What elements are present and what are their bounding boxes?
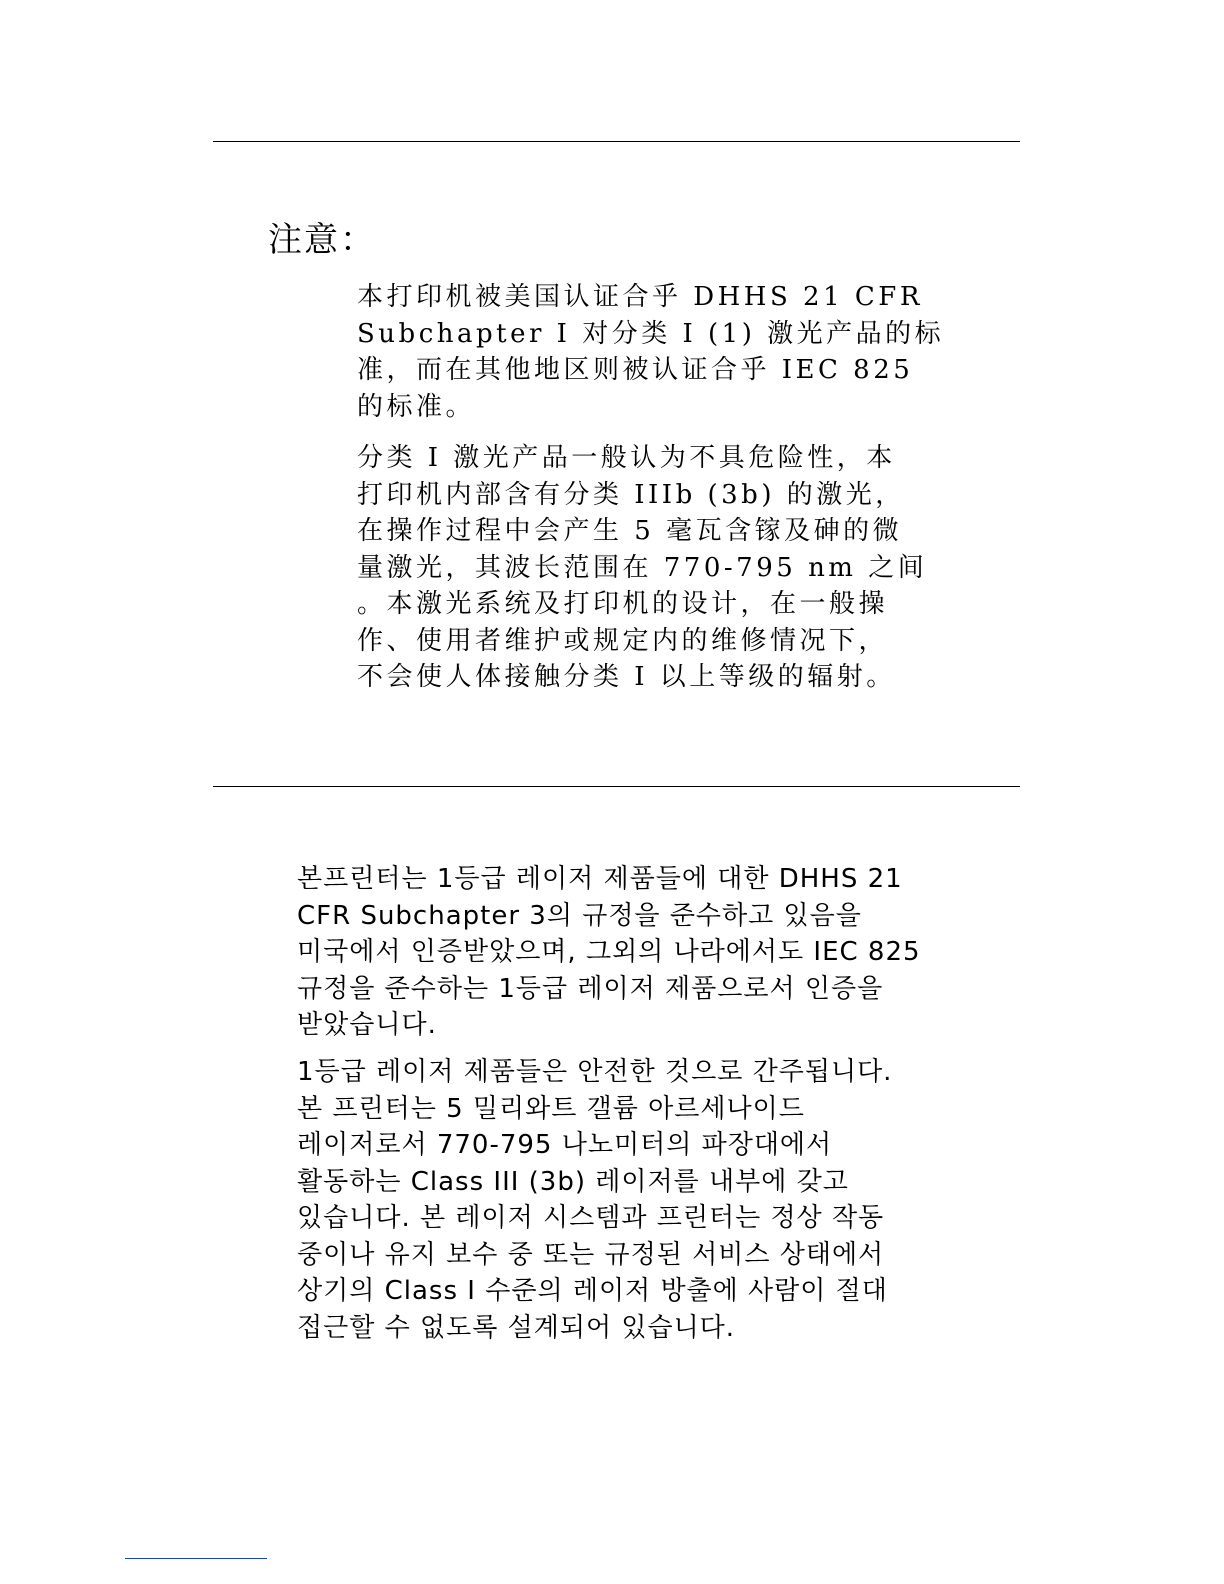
text-line: 1등급 레이저 제품들은 안전한 것으로 간주됩니다. (297, 1057, 893, 1087)
text-line: CFR Subchapter 3의 규정을 준수하고 있음을 (297, 900, 862, 931)
text-line: 활동하는 Class III (3b) 레이저를 내부에 갖고 (297, 1166, 849, 1197)
text-line: 准，而在其他地区则被认证合乎 IEC 825 (357, 355, 914, 385)
text-line: 量激光，其波长范围在 770-795 nm 之间 (357, 552, 928, 583)
top-divider (213, 141, 1020, 142)
text-line: 본 프린터는 5 밀리와트 갤륨 아르세나이드 (297, 1093, 805, 1124)
text-line: 레이저로서 770-795 나노미터의 파장대에서 (297, 1130, 833, 1160)
text-line: 규정을 준수하는 1등급 레이저 제품으로서 인증을 (297, 973, 884, 1004)
caution-heading: 注意： (268, 220, 376, 260)
chinese-paragraph-2 (357, 440, 937, 696)
text-line: 作、使用者维护或规定内的维修情况下， (357, 625, 889, 656)
text-line: 在操作过程中会产生 5 毫瓦含镓及砷的微 (357, 516, 903, 546)
footnote-divider (125, 1558, 267, 1559)
text-line: 본프린터는 1등급 레이저 제품들에 대한 DHHS 21 (297, 864, 903, 894)
text-line: Subchapter I 对分类 I (1) 激光产品的标 (357, 318, 945, 349)
text-line: 받았습니다. (297, 1010, 437, 1040)
text-line: 상기의 Class I 수준의 레이저 방출에 사람이 절대 (297, 1276, 888, 1306)
text-line: 있습니다. 본 레이저 시스템과 프린터는 정상 작동 (297, 1203, 885, 1233)
text-line: 不会使人体接触分类 I 以上等级的辐射。 (357, 662, 896, 692)
text-line: 중이나 유지 보수 중 또는 규정된 서비스 상태에서 (297, 1239, 885, 1270)
korean-paragraph-2 (297, 1054, 997, 1346)
korean-paragraph-1 (297, 861, 997, 1044)
text-line: 的标准。 (357, 391, 476, 422)
text-line: 。本激光系统及打印机的设计，在一般操 (357, 589, 889, 619)
text-line: 本打印机被美国认证合乎 DHHS 21 CFR (357, 282, 923, 312)
text-line: 접근할 수 없도록 설계되어 있습니다. (297, 1312, 736, 1343)
text-line: 미국에서 인증받았으며, 그외의 나라에서도 IEC 825 (297, 937, 921, 967)
middle-divider (213, 786, 1020, 787)
text-line: 分类 I 激光产品一般认为不具危险性，本 (357, 443, 896, 473)
text-line: 打印机内部含有分类 IIIb (3b) 的激光， (357, 479, 905, 510)
chinese-paragraph-1 (357, 279, 945, 425)
